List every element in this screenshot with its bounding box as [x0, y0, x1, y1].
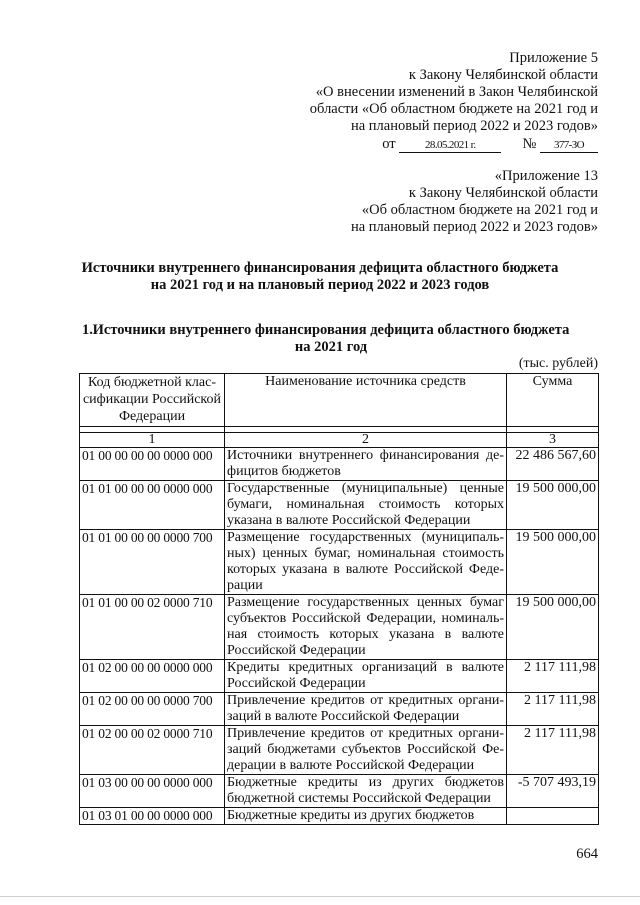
table-row [80, 595, 599, 660]
name-cell: Привлечение кредитов от кредитных органи-заций бюджетами субъектов Российской Фе-дерации в валюте Российской Федерации [225, 726, 507, 775]
table-row [80, 448, 599, 481]
appendix-line: «Приложение 13 [494, 168, 598, 184]
appendix-13-header [268, 168, 598, 236]
appendix-line: на плановый период 2022 и 2023 годов» [350, 219, 598, 235]
law-date: 28.05.2021 г. [399, 139, 501, 153]
amount-cell: 2 117 111,98 [507, 693, 599, 726]
from-label: от [382, 136, 396, 152]
column-number: 1 [80, 433, 225, 448]
name-cell: Государственные (муниципальные) ценные бумаги, номинальная стоимость которых указана в валюте Российской Федерации [225, 481, 507, 530]
code-cell: 01 00 00 00 00 0000 000 [80, 448, 225, 481]
appendix-line: области «Об областном бюджете на 2021 год и [309, 101, 598, 117]
header-name: Наименование источника средств [225, 374, 507, 427]
code-cell: 01 03 00 00 00 0000 000 [80, 775, 225, 808]
table-row [80, 481, 599, 530]
appendix-5-header [268, 50, 598, 153]
units-label: (тыс. рублей) [518, 356, 598, 371]
name-cell: Источники внутреннего финансирования де-фицитов бюджетов [225, 448, 507, 481]
title-line: Источники внутреннего финансирования дефицита областного бюджета [81, 260, 559, 276]
table-row [80, 808, 599, 825]
table-row [80, 693, 599, 726]
code-cell: 01 01 00 00 02 0000 710 [80, 595, 225, 660]
amount-cell: -5 707 493,19 [507, 775, 599, 808]
appendix-line: «Об областном бюджете на 2021 год и [361, 202, 598, 218]
column-number: 2 [225, 433, 507, 448]
code-cell: 01 02 00 00 02 0000 710 [80, 726, 225, 775]
appendix-line: к Закону Челябинской области [408, 185, 598, 201]
section-title [82, 322, 580, 356]
law-date-number [268, 136, 598, 153]
amount-cell: 19 500 000,00 [507, 481, 599, 530]
name-cell: Бюджетные кредиты из других бюджетов [225, 808, 507, 825]
amount-cell: 19 500 000,00 [507, 530, 599, 595]
table-row [80, 775, 599, 808]
code-cell: 01 02 00 00 00 0000 700 [80, 693, 225, 726]
page-number: 664 [576, 846, 598, 862]
section-number: 1. [82, 322, 93, 338]
amount-cell: 22 486 567,60 [507, 448, 599, 481]
name-cell: Размещение государственных (муниципаль-ных) ценных бумаг, номинальная стоимость которых указана в валюте Российской Феде-рации [225, 530, 507, 595]
footer-rule [0, 896, 640, 897]
appendix-line: «О внесении изменений в Закон Челябинской [315, 84, 598, 100]
header-code: Код бюджетной клас-сификации Российской Федерации [80, 374, 225, 427]
appendix-line: на плановый период 2022 и 2023 годов» [350, 118, 598, 134]
column-number: 3 [507, 433, 599, 448]
number-label: № [522, 136, 537, 152]
section-title-line: Источники внутреннего финансирования дефицита областного бюджета [92, 322, 570, 338]
code-cell: 01 03 01 00 00 0000 000 [80, 808, 225, 825]
table-row [80, 660, 599, 693]
name-cell: Кредиты кредитных организаций в валюте Российской Федерации [225, 660, 507, 693]
name-cell: Бюджетные кредиты из других бюджетов бюджетной системы Российской Федерации [225, 775, 507, 808]
code-cell: 01 02 00 00 00 0000 000 [80, 660, 225, 693]
name-cell: Привлечение кредитов от кредитных органи-заций в валюте Российской Федерации [225, 693, 507, 726]
appendix-line: Приложение 5 [509, 50, 598, 66]
code-cell: 01 01 00 00 00 0000 000 [80, 481, 225, 530]
table-row [80, 726, 599, 775]
amount-cell: 2 117 111,98 [507, 726, 599, 775]
document-title [60, 260, 580, 294]
amount-cell: 19 500 000,00 [507, 595, 599, 660]
column-number-row [80, 433, 599, 448]
table-header-row [80, 374, 599, 427]
section-title-line: на 2021 год [294, 339, 368, 355]
financing-sources-table [79, 373, 599, 825]
name-cell: Размещение государственных ценных бумаг субъектов Российской Федерации, номиналь-ная стоимость которых указана в валюте Российской Федерации [225, 595, 507, 660]
amount-cell [507, 808, 599, 825]
title-line: на 2021 год и на плановый период 2022 и 2023 годов [150, 277, 490, 293]
table-row [80, 530, 599, 595]
header-amount: Сумма [507, 374, 599, 427]
code-cell: 01 01 00 00 00 0000 700 [80, 530, 225, 595]
amount-cell: 2 117 111,98 [507, 660, 599, 693]
law-number: 377-ЗО [540, 139, 598, 153]
appendix-line: к Закону Челябинской области [408, 67, 598, 83]
